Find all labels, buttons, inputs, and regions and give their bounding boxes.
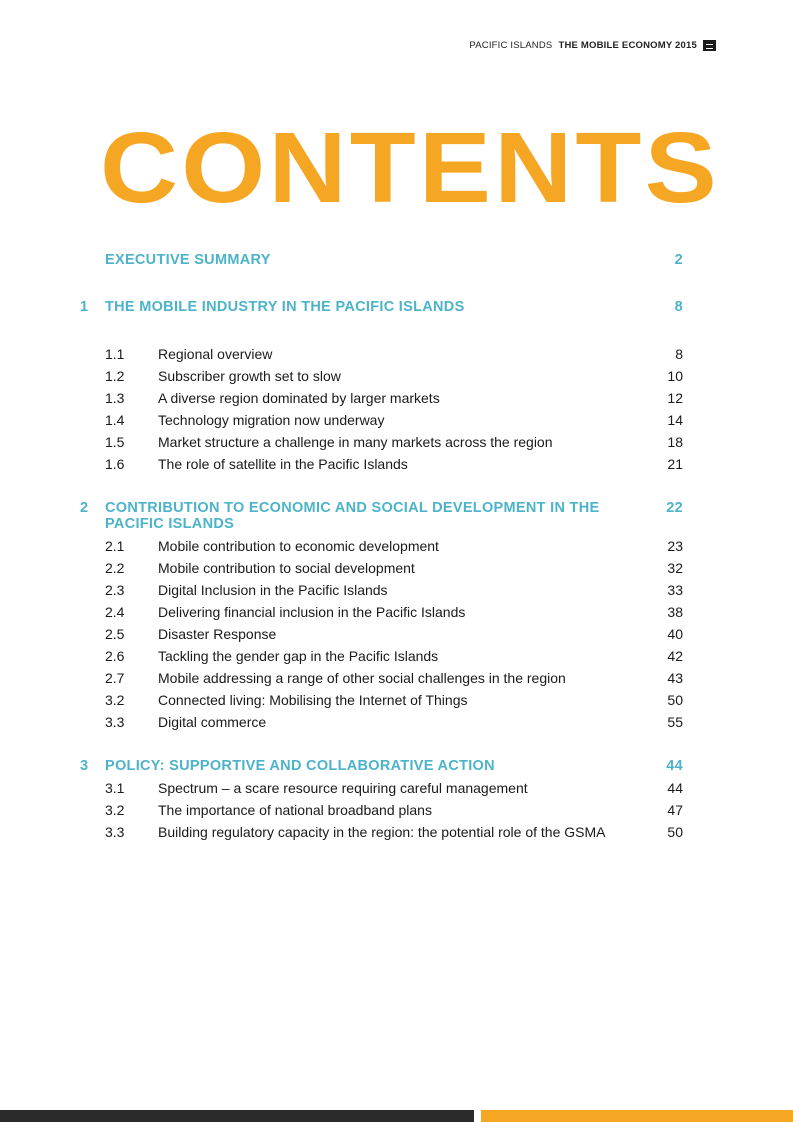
toc-entry-number: 2.1 xyxy=(105,538,125,554)
toc-section-1[interactable] xyxy=(80,299,683,315)
header-title: THE MOBILE ECONOMY 2015 xyxy=(558,40,697,51)
toc-entry[interactable] xyxy=(80,648,683,664)
toc-section-label: THE MOBILE INDUSTRY IN THE PACIFIC ISLANDS xyxy=(105,299,465,315)
toc-entry[interactable] xyxy=(80,802,683,818)
toc-entry-label: Mobile contribution to economic development xyxy=(158,538,439,554)
toc-entry-page: 38 xyxy=(667,604,683,620)
toc-entry-number: 3.2 xyxy=(105,692,125,708)
toc-entry[interactable] xyxy=(80,390,683,406)
toc-entry[interactable] xyxy=(80,538,683,554)
toc-entry[interactable] xyxy=(80,824,683,840)
toc-entry-label: Subscriber growth set to slow xyxy=(158,368,341,384)
toc-entry-number: 3.3 xyxy=(105,714,125,730)
toc-entry-label: Building regulatory capacity in the region: the potential role of the GSMA xyxy=(158,824,606,840)
toc-entry-number: 1.2 xyxy=(105,368,125,384)
toc-entry[interactable] xyxy=(80,780,683,796)
toc-entry[interactable] xyxy=(80,692,683,708)
running-header xyxy=(469,40,716,51)
toc-entry-page: 23 xyxy=(667,538,683,554)
toc-entry-number: 1.3 xyxy=(105,390,125,406)
toc-entry-label: Tackling the gender gap in the Pacific Islands xyxy=(158,648,439,664)
toc-entry-label: Market structure a challenge in many markets across the region xyxy=(158,434,553,450)
toc-entry[interactable] xyxy=(80,434,683,450)
toc-entry[interactable] xyxy=(80,582,683,598)
toc-entry-page: 44 xyxy=(667,780,683,796)
toc-entry-page: 10 xyxy=(667,368,683,384)
toc-entry-label: Delivering financial inclusion in the Pacific Islands xyxy=(158,604,466,620)
toc-entry[interactable] xyxy=(80,368,683,384)
toc-entry-label: Technology migration now underway xyxy=(158,412,385,428)
toc-entry-page: 43 xyxy=(667,670,683,686)
toc-entry[interactable] xyxy=(80,604,683,620)
toc-entry-page: 40 xyxy=(667,626,683,642)
toc-section-3[interactable] xyxy=(80,758,683,774)
toc-entry[interactable] xyxy=(80,456,683,472)
toc-entry-page: 21 xyxy=(667,456,683,472)
toc-entry-label: Regional overview xyxy=(158,346,273,362)
page-title: CONTENTS xyxy=(100,112,720,224)
toc-section-2[interactable] xyxy=(80,500,683,532)
toc-entry-number: 1.4 xyxy=(105,412,125,428)
toc-section-label: CONTRIBUTION TO ECONOMIC AND SOCIAL DEVELOPMENT IN THE PACIFIC ISLANDS xyxy=(105,500,600,532)
toc-entry[interactable] xyxy=(80,346,683,362)
toc-entry-label: Digital commerce xyxy=(158,714,267,730)
toc-entry-label: Digital Inclusion in the Pacific Islands xyxy=(158,582,388,598)
toc-entry-label: Spectrum – a scare resource requiring careful management xyxy=(158,780,528,796)
toc-entry-page: 32 xyxy=(667,560,683,576)
toc-entry-label: A diverse region dominated by larger markets xyxy=(158,390,440,406)
toc-entry[interactable] xyxy=(80,412,683,428)
toc-entry-number: 3.1 xyxy=(105,780,125,796)
toc-entry-label: Connected living: Mobilising the Internet of Things xyxy=(158,692,468,708)
toc-entry-label: The importance of national broadband plans xyxy=(158,802,432,818)
toc-entry-page: 12 xyxy=(667,390,683,406)
toc-section-executive-summary[interactable] xyxy=(80,252,683,268)
toc-section-label: EXECUTIVE SUMMARY xyxy=(105,252,271,268)
toc-section-page: 22 xyxy=(666,500,683,516)
toc-section-number: 1 xyxy=(80,299,89,315)
toc-entry-number: 1.1 xyxy=(105,346,125,362)
toc-entry-label: The role of satellite in the Pacific Islands xyxy=(158,456,408,472)
toc-entry[interactable] xyxy=(80,560,683,576)
toc-entry-number: 2.4 xyxy=(105,604,125,620)
toc-section-page: 44 xyxy=(666,758,683,774)
toc-entry-label: Disaster Response xyxy=(158,626,277,642)
toc-entry-page: 47 xyxy=(667,802,683,818)
table-of-contents xyxy=(80,252,683,846)
toc-section-number: 2 xyxy=(80,500,89,516)
toc-entry-number: 2.3 xyxy=(105,582,125,598)
gsma-logo-icon xyxy=(703,40,716,51)
toc-section-page: 2 xyxy=(674,252,683,268)
toc-entry[interactable] xyxy=(80,714,683,730)
toc-entry[interactable] xyxy=(80,626,683,642)
toc-entry-page: 42 xyxy=(667,648,683,664)
header-prefix: PACIFIC ISLANDS xyxy=(469,40,553,51)
toc-entry[interactable] xyxy=(80,670,683,686)
toc-entry-number: 1.6 xyxy=(105,456,125,472)
toc-entry-page: 50 xyxy=(667,692,683,708)
toc-entry-label: Mobile addressing a range of other social challenges in the region xyxy=(158,670,566,686)
toc-entry-page: 55 xyxy=(667,714,683,730)
footer-bar-dark xyxy=(0,1110,474,1122)
toc-entry-number: 3.2 xyxy=(105,802,125,818)
toc-entry-number: 2.2 xyxy=(105,560,125,576)
toc-entry-number: 2.7 xyxy=(105,670,125,686)
toc-entry-page: 14 xyxy=(667,412,683,428)
toc-entry-number: 2.5 xyxy=(105,626,125,642)
toc-section-label: POLICY: SUPPORTIVE AND COLLABORATIVE ACTION xyxy=(105,758,495,774)
toc-section-number: 3 xyxy=(80,758,89,774)
toc-entry-number: 1.5 xyxy=(105,434,125,450)
toc-entry-page: 8 xyxy=(675,346,683,362)
toc-entry-page: 18 xyxy=(667,434,683,450)
toc-entry-page: 50 xyxy=(667,824,683,840)
toc-entry-number: 2.6 xyxy=(105,648,125,664)
toc-section-page: 8 xyxy=(674,299,683,315)
footer-bar-accent xyxy=(481,1110,793,1122)
toc-entry-page: 33 xyxy=(667,582,683,598)
toc-entry-label: Mobile contribution to social development xyxy=(158,560,415,576)
toc-entry-number: 3.3 xyxy=(105,824,125,840)
